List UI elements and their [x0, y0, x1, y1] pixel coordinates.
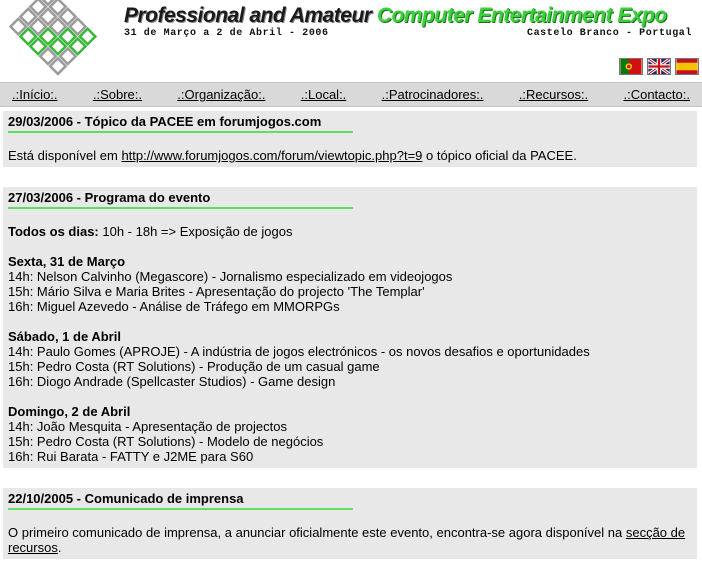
spain-flag-icon[interactable] [675, 58, 699, 75]
nav-patrocinadores[interactable]: .:Patrocinadores:. [381, 87, 484, 102]
schedule-item: 16h: Diogo Andrade (Spellcaster Studios) - Game design [8, 374, 336, 389]
day-heading: Sexta, 31 de Março [8, 254, 126, 269]
all-days-label: Todos os dias: [8, 224, 99, 239]
news-title: 29/03/2006 - Tópico da PACEE em forumjogos.com [8, 114, 322, 129]
body-text: O primeiro comunicado de imprensa, a anunciar oficialmente este evento, encontra-se agora disponível na [8, 525, 626, 540]
body-text: . [57, 540, 62, 555]
title-part-1: Professional and Amateur [124, 4, 372, 27]
title-underline [8, 508, 353, 510]
title-underline [8, 131, 353, 133]
site-title [124, 4, 667, 28]
all-days-line [8, 224, 692, 239]
all-days-text: 10h - 18h => Exposição de jogos [98, 224, 293, 239]
schedule-item: 15h: Pedro Costa (RT Solutions) - Produção de um casual game [8, 359, 380, 374]
schedule-item: 14h: João Mesquita - Apresentação de projectos [8, 419, 287, 434]
language-flags [619, 58, 699, 75]
nav-sobre[interactable]: .:Sobre:. [92, 87, 142, 102]
day-heading: Sábado, 1 de Abril [8, 329, 121, 344]
site-header [0, 0, 702, 82]
nav-contacto[interactable]: .:Contacto:. [623, 87, 690, 102]
uk-flag-icon[interactable] [647, 58, 671, 75]
forum-link[interactable]: http://www.forumjogos.com/forum/viewtopic.php?t=9 [121, 148, 423, 163]
schedule-item: 16h: Miguel Azevedo - Análise de Tráfego em MMORPGs [8, 299, 340, 314]
news-item [3, 488, 697, 559]
schedule-item: 15h: Mário Silva e Maria Brites - Apresentação do projecto 'The Templar' [8, 284, 425, 299]
news-body [8, 148, 692, 163]
nav-recursos[interactable]: .:Recursos:. [518, 87, 589, 102]
nav-inicio[interactable]: .:Início:. [12, 87, 58, 102]
body-text: Está disponível em [8, 148, 122, 163]
title-underline [8, 207, 353, 209]
news-body [8, 525, 692, 555]
logo-icon [4, 0, 100, 80]
schedule-item: 16h: Rui Barata - FATTY e J2ME para S60 [8, 449, 254, 464]
body-text: o tópico oficial da PACEE. [422, 148, 577, 163]
news-item [3, 187, 697, 468]
title-part-2: Computer Entertainment Expo [376, 4, 667, 27]
nav-organizacao[interactable]: .:Organização:. [177, 87, 266, 102]
news-item [3, 111, 697, 167]
news-title: 27/03/2006 - Programa do evento [8, 190, 211, 205]
resources-link[interactable]: secção de recursos [8, 525, 686, 555]
news-title: 22/10/2005 - Comunicado de imprensa [8, 491, 244, 506]
event-dates: 31 de Março a 2 de Abril - 2006 [124, 28, 329, 39]
portugal-flag-icon[interactable] [619, 58, 643, 75]
day-heading: Domingo, 2 de Abril [8, 404, 131, 419]
nav-local[interactable]: .:Local:. [300, 87, 347, 102]
event-location: Castelo Branco - Portugal [526, 28, 692, 39]
schedule-item: 14h: Nelson Calvinho (Megascore) - Jornalismo especializado em videojogos [8, 269, 453, 284]
schedule-item: 15h: Pedro Costa (RT Solutions) - Modelo de negócios [8, 434, 324, 449]
main-nav [0, 82, 702, 107]
schedule-item: 14h: Paulo Gomes (APROJE) - A indústria de jogos electrónicos - os novos desafios e oportunidades [8, 344, 590, 359]
news-list [3, 111, 697, 579]
